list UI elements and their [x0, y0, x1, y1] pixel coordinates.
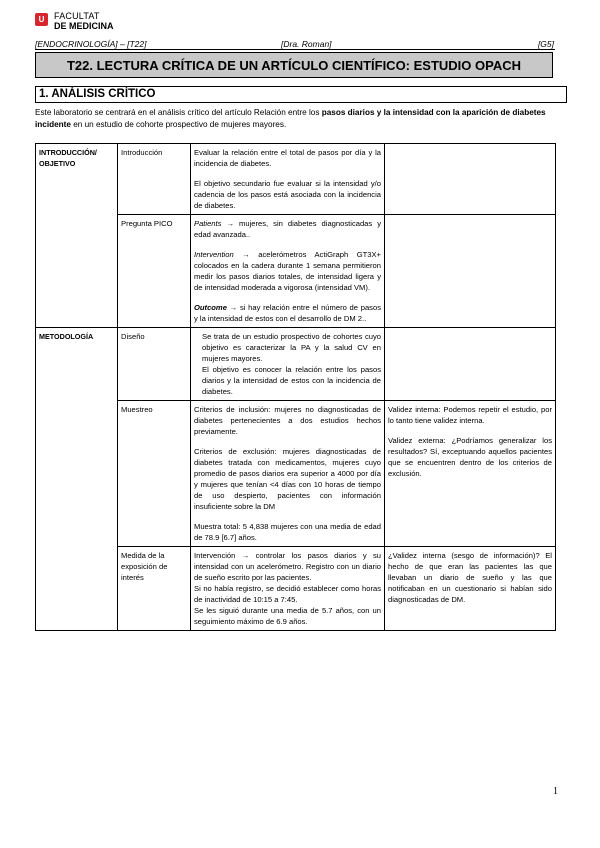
header-right: [G5] [537, 39, 554, 49]
outcome-label: Outcome [194, 303, 227, 312]
validez-interna: Validez interna: Podemos repetir el estudio, por lo tanto tiene validez interna. [388, 405, 552, 425]
label-medida: Medida de la exposición de interés [118, 547, 191, 631]
intro-paragraph [35, 107, 567, 131]
faculty-logo [35, 11, 114, 31]
medida-p3: Se les siguió durante una media de 5.7 años, con un seguimiento máximo de 6.9 años. [194, 606, 381, 626]
table-row [36, 144, 556, 215]
medida-p1: Intervención → controlar los pasos diarios y su intensidad con un acelerómetro. Registro con un diario de sueño escrito por las pacientes. [194, 551, 381, 582]
patients-text: → mujeres, sin diabetes diagnosticadas y edad avanzada.. [194, 219, 381, 239]
comment-introduccion [385, 144, 556, 215]
intro-part2: en un estudio de cohorte prospectivo de mujeres mayores. [70, 120, 287, 129]
patients-label: Patients [194, 219, 222, 228]
intervention-text: → acelerómetros ActiGraph GT3X+ colocados en la cadera durante 1 semana permitieron medir los pasos diarios totales, de intensidad ligera y de intensidad moderada a vigorosa (intensidad VM). [194, 250, 381, 292]
analysis-table [35, 143, 556, 631]
header-divider [35, 49, 555, 50]
row-header-metodologia: METODOLOGÍA [36, 328, 118, 631]
comment-medida: ¿Validez interna (sesgo de información)? El hecho de que eran las pacientes las que llevaban un diario de sueño y las que notificaban en un cuestionario si habían sido diagnosticadas de DM. [385, 547, 556, 631]
cell-medida [191, 547, 385, 631]
validez-externa: Validez externa: ¿Podríamos generalizar los resultados? Sí, exceptuando aquellos pacientes que se encuentren dentro de los criterios de exclusión. [388, 436, 552, 478]
diseno-p1: Se trata de un estudio prospectivo de cohortes cuyo objetivo es caracterizar la PA y la salud CV en mujeres mayores. [202, 332, 381, 363]
pico-patients [194, 218, 381, 240]
label-diseno: Diseño [118, 328, 191, 401]
comment-diseno [385, 328, 556, 401]
cell-muestreo [191, 401, 385, 547]
table-row [36, 328, 556, 401]
logo-line1: FACULTAT [54, 11, 100, 21]
comment-muestreo [385, 401, 556, 547]
label-introduccion: Introducción [118, 144, 191, 215]
logo-line2: DE MEDICINA [54, 21, 114, 31]
muestreo-total: Muestra total: 5 4,838 mujeres con una media de edad de 78.9 [6.7] años. [194, 522, 381, 542]
row-header-intro: INTRODUCCIÓN/ OBJETIVO [36, 144, 118, 328]
header-left: [ENDOCRINOLOGÍA] – [T22] [35, 39, 147, 49]
intro-objective-1: Evaluar la relación entre el total de pasos por día y la incidencia de diabetes. [194, 148, 381, 168]
muestreo-inclusion: Criterios de inclusión: mujeres no diagnosticadas de diabetes pertenecientes a dos estudios hechos previamente. [194, 405, 381, 436]
diseno-p2: El objetivo es conocer la relación entre los pasos diarios y la intensidad de estos con la incidencia de diabetes. [202, 365, 381, 396]
pico-outcome [194, 302, 381, 324]
comment-pico [385, 215, 556, 328]
pico-intervention [194, 249, 381, 293]
intro-objective-2: El objetivo secundario fue evaluar si la intensidad y/o cadencia de los pasos está asociada con la incidencia de diabetes. [194, 179, 381, 210]
page-number: 1 [553, 786, 558, 797]
university-logo-icon [35, 13, 48, 26]
label-pico: Pregunta PICO [118, 215, 191, 328]
medida-p2: Si no había registro, se decidió establecer como horas de inactividad de 10:15 a 7:45. [194, 584, 381, 604]
outcome-text: → si hay relación entre el número de pasos y la intensidad de estos con el desarrollo de DM 2.. [194, 303, 381, 323]
section-title: 1. ANÁLISIS CRÍTICO [35, 86, 567, 103]
intro-bold: pasos diarios y la intensidad con la aparición de diabetes incidente [35, 108, 546, 129]
label-muestreo: Muestreo [118, 401, 191, 547]
cell-pico [191, 215, 385, 328]
intervention-label: Intervention [194, 250, 234, 259]
cell-diseno [191, 328, 385, 401]
intro-part1: Este laboratorio se centrará en el análisis crítico del artículo Relación entre los [35, 108, 322, 117]
cell-introduccion [191, 144, 385, 215]
page-title: T22. LECTURA CRÍTICA DE UN ARTÍCULO CIENTÍFICO: ESTUDIO OPACH [35, 52, 553, 78]
muestreo-exclusion: Criterios de exclusión: mujeres diagnosticadas de diabetes tratada con medicamentos, mujeres cuyo promedio de pasos diarios era superior a 4000 por día y mujeres que tenían <4 días con 10 horas de tiempo de uso despierto, pacientes con información insuficiente sobre la DM [194, 447, 381, 511]
header-center: [Dra. Roman] [281, 39, 332, 49]
